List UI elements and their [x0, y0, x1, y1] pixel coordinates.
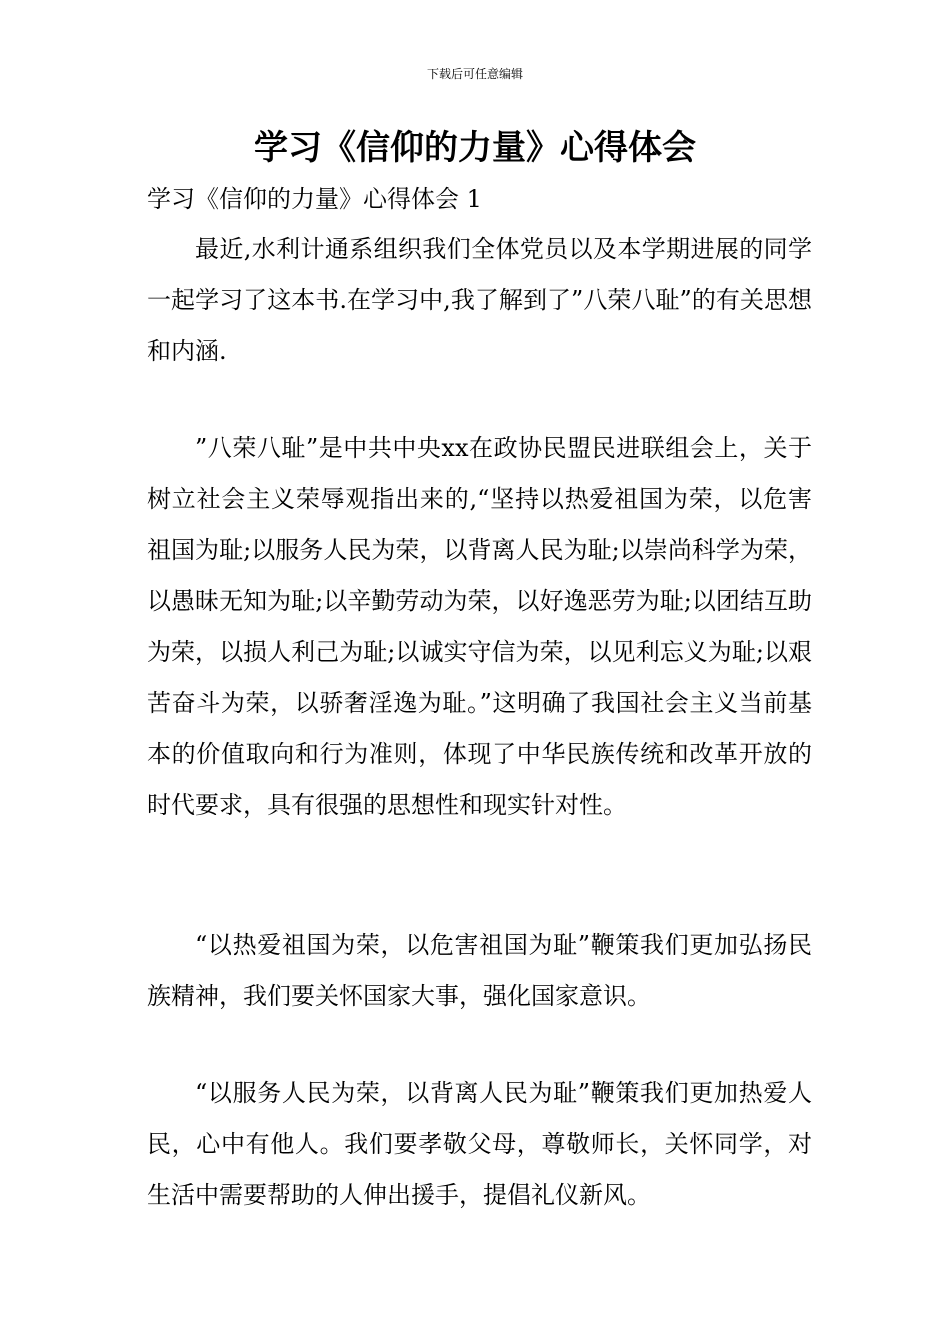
- body-paragraph: “以热爱祖国为荣，以危害祖国为耻”鞭策我们更加弘扬民族精神，我们要关怀国家大事，强化国家意识。: [147, 931, 812, 1010]
- page-header-note: 下载后可任意编辑: [426, 67, 523, 81]
- document-title: 学习《信仰的力量》心得体会: [254, 128, 696, 168]
- body-paragraph: 最近,水利计通系组织我们全体党员以及本学期进展的同学一起学习了这本书.在学习中,我了解到了”八荣八耻”的有关思想和内涵.: [147, 235, 812, 365]
- section-heading: 学习《信仰的力量》心得体会 1: [147, 185, 482, 213]
- body-paragraph: ”八荣八耻”是中共中央xx在政协民盟民进联组会上，关于树立社会主义荣辱观指出来的,“坚持以热爱祖国为荣，以危害祖国为耻;以服务人民为荣，以背离人民为耻;以崇尚科学为荣，以愚昧无知为耻;以辛勤劳动为荣，以好逸恶劳为耻;以团结互助为荣，以损人利己为耻;以诚实守信为荣，以见利忘义为耻;以艰苦奋斗为荣，以骄奢淫逸为耻。”这明确了我国社会主义当前基本的价值取向和行为准则，体现了中华民族传统和改革开放的时代要求，具有很强的思想性和现实针对性。: [147, 434, 812, 819]
- body-paragraph: “以服务人民为荣，以背离人民为耻”鞭策我们更加热爱人民，心中有他人。我们要孝敬父母，尊敬师长，关怀同学，对生活中需要帮助的人伸出援手，提倡礼仪新风。: [147, 1079, 812, 1209]
